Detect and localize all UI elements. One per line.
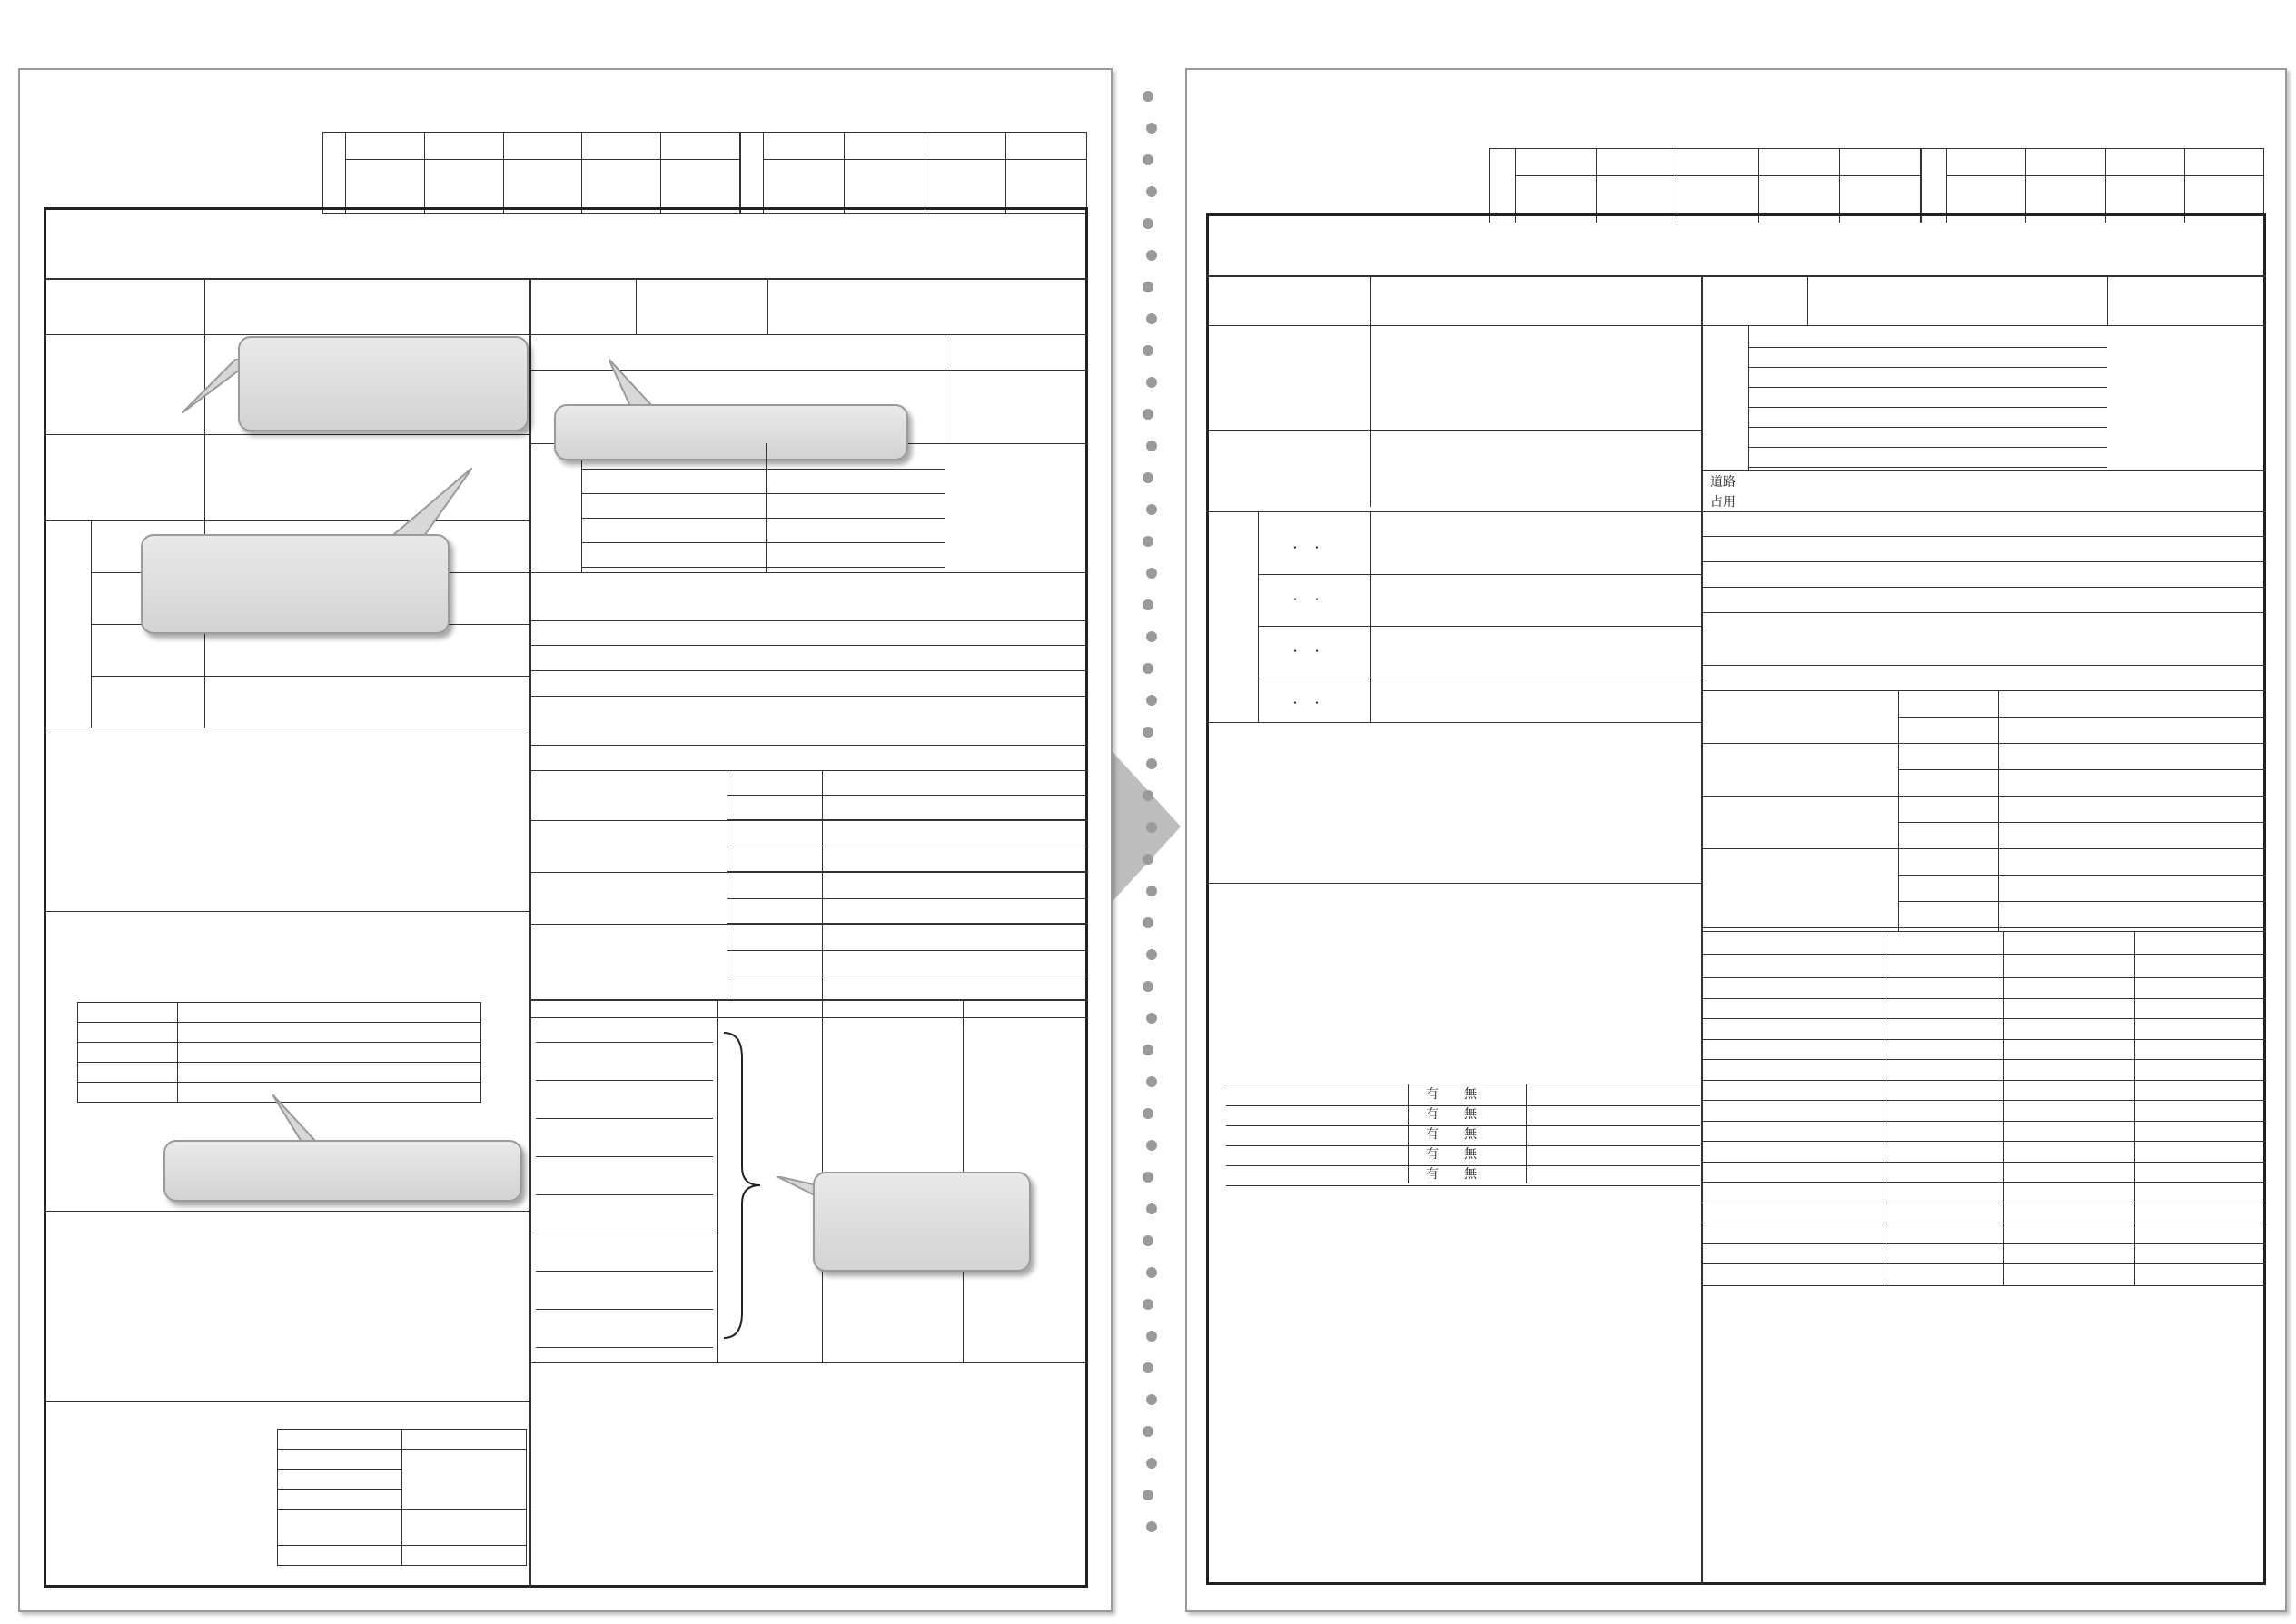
binder-ring — [1146, 1140, 1157, 1151]
rule — [1226, 1145, 1700, 1146]
binder-ring — [1143, 282, 1153, 292]
binder-ring — [1143, 1045, 1153, 1055]
rule — [1701, 1162, 2266, 1163]
rule — [1701, 275, 1703, 1585]
binder-ring — [1146, 1458, 1157, 1469]
stamp-head — [1516, 149, 1597, 176]
rule — [1748, 407, 2107, 408]
rule — [529, 696, 1088, 697]
binder-ring — [1146, 1013, 1157, 1024]
rule — [581, 493, 945, 494]
rule — [1226, 1165, 1700, 1166]
check-yes: 有 無 — [1426, 1167, 1477, 1182]
approval-stamp-complete — [1489, 148, 1921, 223]
rule — [1701, 1100, 2266, 1101]
brace-icon — [719, 1031, 765, 1340]
rule — [1226, 1125, 1700, 1126]
rule — [44, 1401, 529, 1402]
rule — [1226, 1105, 1700, 1106]
binder-ring — [1143, 1299, 1153, 1310]
binder-ring — [1143, 790, 1153, 801]
rule — [1701, 931, 2266, 932]
rule — [529, 1017, 1088, 1018]
binder-ring — [1143, 854, 1153, 865]
rule — [1408, 1084, 1409, 1183]
rule — [1206, 511, 1701, 512]
rule — [1701, 1285, 2266, 1286]
binder-ring — [1143, 663, 1153, 674]
approval-stamp-design — [740, 132, 1087, 214]
rule — [536, 1194, 713, 1195]
stamp-head — [424, 133, 503, 160]
stamp-head — [1839, 149, 1920, 176]
binder-ring — [1143, 599, 1153, 610]
rule — [2003, 931, 2004, 1285]
rule — [44, 278, 1088, 280]
rule — [529, 572, 1088, 573]
rule — [581, 518, 945, 519]
binder-ring — [1146, 1394, 1157, 1405]
rule — [581, 567, 945, 568]
binder-ring — [1143, 1490, 1153, 1500]
binder-ring — [1146, 186, 1157, 197]
binder-ring — [1143, 1172, 1153, 1183]
rule — [1701, 470, 2266, 471]
rule — [1701, 1018, 2266, 1019]
binder-ring — [1146, 631, 1157, 642]
rule — [1701, 561, 2266, 562]
complete-side-label — [323, 133, 346, 214]
rule — [581, 542, 945, 543]
stamp-head — [2026, 149, 2105, 176]
approval-stamp-design — [1921, 148, 2264, 223]
rule — [727, 898, 1088, 899]
stamp-head — [1947, 149, 2026, 176]
binder-ring — [1143, 727, 1153, 738]
binder-ring — [1143, 91, 1153, 102]
binder-ring — [1146, 758, 1157, 769]
road-label: 占用 — [1710, 495, 1736, 510]
check-yes: 有 無 — [1426, 1127, 1477, 1142]
rule — [529, 820, 1088, 821]
rule — [1701, 587, 2266, 588]
binder-ring — [1146, 1521, 1157, 1532]
rule — [529, 670, 1088, 671]
transfer-dot: ・ ・ — [1290, 697, 1323, 709]
rule — [1998, 690, 1999, 931]
binder-ring — [1143, 218, 1153, 229]
rule — [1701, 1141, 2266, 1142]
binder-ring — [1146, 313, 1157, 324]
complete-side-label — [1490, 149, 1516, 223]
rule — [1206, 883, 1701, 884]
transfer-dot: ・ ・ — [1290, 593, 1323, 606]
stamp-head — [346, 133, 425, 160]
rule — [636, 278, 637, 334]
rule — [581, 443, 582, 572]
binder-ring — [1143, 345, 1153, 356]
rule — [822, 770, 823, 999]
binder-ring — [1146, 568, 1157, 579]
binder-ring — [1143, 536, 1153, 547]
binder-ring — [1146, 1267, 1157, 1278]
rule — [44, 334, 529, 335]
transfer-dot: ・ ・ — [1290, 645, 1323, 658]
binder-ring — [1143, 154, 1153, 165]
rule — [1701, 1182, 2266, 1183]
road-label: 道路 — [1710, 475, 1736, 490]
stamp-head — [1677, 149, 1758, 176]
rule — [44, 1211, 529, 1212]
stamp-head — [925, 133, 1006, 160]
check-yes: 有 無 — [1426, 1087, 1477, 1102]
binder-ring — [1143, 917, 1153, 928]
binder-ring — [1146, 504, 1157, 515]
binder-ring — [1146, 250, 1157, 261]
stamp-head — [764, 133, 845, 160]
rule — [1701, 1039, 2266, 1040]
binder-ring — [1143, 1108, 1153, 1119]
binder-ring — [1143, 1426, 1153, 1437]
binder-ring — [1143, 1362, 1153, 1373]
rule — [529, 770, 1088, 771]
rule — [766, 443, 767, 572]
arrow-right-icon — [1106, 745, 1181, 908]
rule — [529, 872, 1088, 873]
rule — [1701, 511, 2266, 512]
remarks-check-table — [277, 1429, 527, 1566]
rule — [1748, 367, 2107, 368]
stamp-head — [582, 133, 661, 160]
binder-ring — [1146, 1203, 1157, 1214]
rule — [1370, 275, 1371, 507]
rule — [1807, 275, 1808, 325]
stamp-head — [845, 133, 925, 160]
rule — [1258, 511, 1259, 722]
rule — [536, 1118, 713, 1119]
rule — [529, 645, 1088, 646]
design-side-label — [1922, 149, 1947, 223]
rule — [536, 1347, 713, 1348]
rule — [1701, 954, 2266, 955]
rule — [1898, 690, 1899, 931]
rule — [727, 950, 1088, 951]
rule — [1701, 612, 2266, 613]
rule — [2107, 275, 2108, 325]
rule — [529, 745, 1088, 746]
binder-ring — [1146, 1076, 1157, 1087]
rule — [1701, 325, 2266, 326]
rule — [529, 924, 1088, 925]
rule — [1898, 822, 2266, 823]
rule — [44, 434, 529, 435]
approval-stamp-complete — [322, 132, 740, 214]
rule — [1898, 769, 2266, 770]
rule — [529, 620, 1088, 621]
rule — [536, 1042, 713, 1043]
rule — [767, 278, 768, 334]
rule — [1701, 536, 2266, 537]
rule — [536, 1271, 713, 1272]
binder-ring — [1146, 822, 1157, 833]
rule — [536, 1080, 713, 1081]
rule — [1701, 1121, 2266, 1122]
callout-1-signature — [238, 336, 529, 431]
binder-ring — [1143, 472, 1153, 483]
rule — [1748, 467, 2107, 468]
rule — [1701, 1080, 2266, 1081]
rule — [1748, 447, 2107, 448]
rule — [1701, 927, 2266, 928]
callout-5-materials — [813, 1172, 1031, 1272]
rule — [91, 676, 529, 677]
rule — [1701, 743, 2266, 744]
rule — [1701, 998, 2266, 999]
rule — [1370, 511, 1371, 722]
binder-ring — [1146, 1331, 1157, 1342]
rule — [204, 434, 205, 520]
rule — [1701, 1059, 2266, 1060]
rule — [1898, 901, 2266, 902]
rule — [1206, 325, 1701, 326]
rule — [1748, 347, 2107, 348]
rule — [1898, 717, 2266, 718]
rule — [1226, 1185, 1700, 1186]
rule — [581, 469, 945, 470]
stamp-head — [503, 133, 582, 160]
rule — [529, 278, 531, 1588]
binder-ring — [1143, 1235, 1153, 1246]
stamp-head — [1006, 133, 1087, 160]
rule — [44, 911, 529, 912]
rule — [2134, 931, 2135, 1285]
binder-ring — [1146, 123, 1157, 134]
after-form-frame — [1206, 213, 2266, 1585]
rule — [1701, 665, 2266, 666]
rule — [1206, 430, 1701, 431]
rule — [1701, 977, 2266, 978]
rule — [536, 1156, 713, 1157]
rule — [204, 278, 205, 334]
rule — [529, 1000, 1088, 1001]
construction-material-table — [77, 1002, 481, 1103]
callout-3-material-report — [163, 1140, 522, 1202]
stamp-head — [1597, 149, 1677, 176]
transfer-dot: ・ ・ — [1290, 541, 1323, 554]
binder-ring — [1146, 441, 1157, 451]
rule — [1898, 875, 2266, 876]
rule — [1701, 848, 2266, 849]
rule — [1701, 796, 2266, 797]
stamp-head — [2184, 149, 2263, 176]
check-yes: 有 無 — [1426, 1147, 1477, 1162]
rule — [1701, 1263, 2266, 1264]
rule — [1526, 1084, 1527, 1183]
rule — [1701, 690, 2266, 691]
callout-4-building-confirm — [554, 404, 908, 460]
design-side-label — [741, 133, 764, 214]
binder-ring — [1146, 377, 1157, 388]
rule — [1258, 626, 1701, 627]
check-yes: 有 無 — [1426, 1107, 1477, 1122]
callout-2-seal — [141, 534, 450, 634]
rule — [727, 795, 1088, 796]
binder-ring — [1146, 949, 1157, 960]
rule — [1258, 574, 1701, 575]
rule — [1206, 722, 1701, 723]
rule — [529, 334, 1088, 335]
stamp-head — [661, 133, 740, 160]
binder-ring — [1146, 695, 1157, 706]
binder-ring — [1143, 409, 1153, 420]
binder-ring — [1146, 886, 1157, 896]
rule — [536, 1309, 713, 1310]
rule — [529, 1362, 1088, 1363]
stamp-head — [2105, 149, 2184, 176]
binder-ring — [1143, 981, 1153, 992]
rule — [1748, 387, 2107, 388]
rule — [1748, 427, 2107, 428]
stamp-head — [1758, 149, 1839, 176]
rule — [1701, 1243, 2266, 1244]
